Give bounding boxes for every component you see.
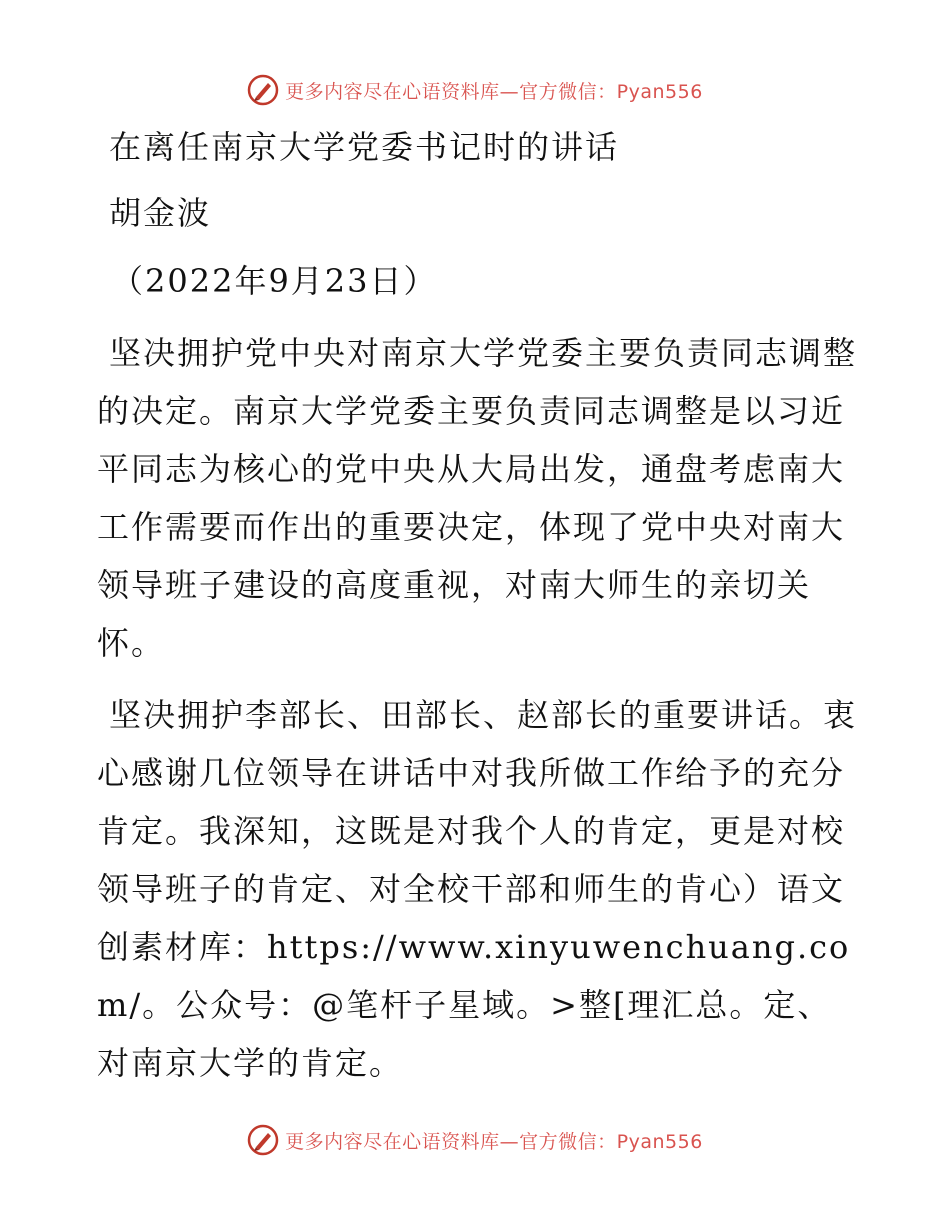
document-body: [97, 118, 857, 1092]
pen-logo-icon: [247, 74, 279, 106]
pen-logo-icon: [247, 1124, 279, 1156]
paragraph-1: 坚决拥护党中央对南京大学党委主要负责同志调整的决定。南京大学党委主要负责同志调整是以习近平同志为核心的党中央从大局出发，通盘考虑南大工作需要而作出的重要决定，体现了党中央对南大领导班子建设的高度重视，对南大师生的亲切关怀。: [97, 334, 858, 662]
watermark-text: 更多内容尽在心语资料库—官方微信：Pyan556: [285, 1130, 703, 1153]
header-watermark-banner: [0, 70, 950, 110]
paragraph-2: 坚决拥护李部长、田部长、赵部长的重要讲话。衷心感谢几位领导在讲话中对我所做工作给予的充分肯定。我深知，这既是对我个人的肯定，更是对校领导班子的肯定、对全校干部和师生的肯心）语文创素材库：https://www.xinyuwenchuang.com/。公众号：@笔杆子星域。>整[理汇总。定、对南京大学的肯定。: [97, 696, 858, 1082]
watermark-text: 更多内容尽在心语资料库—官方微信：Pyan556: [285, 80, 703, 103]
document-date: （2022年9月23日）: [111, 262, 438, 300]
document-author: 胡金波: [109, 194, 212, 232]
footer-watermark-banner: [0, 1120, 950, 1160]
document-title: 在离任南京大学党委书记时的讲话: [109, 128, 620, 166]
